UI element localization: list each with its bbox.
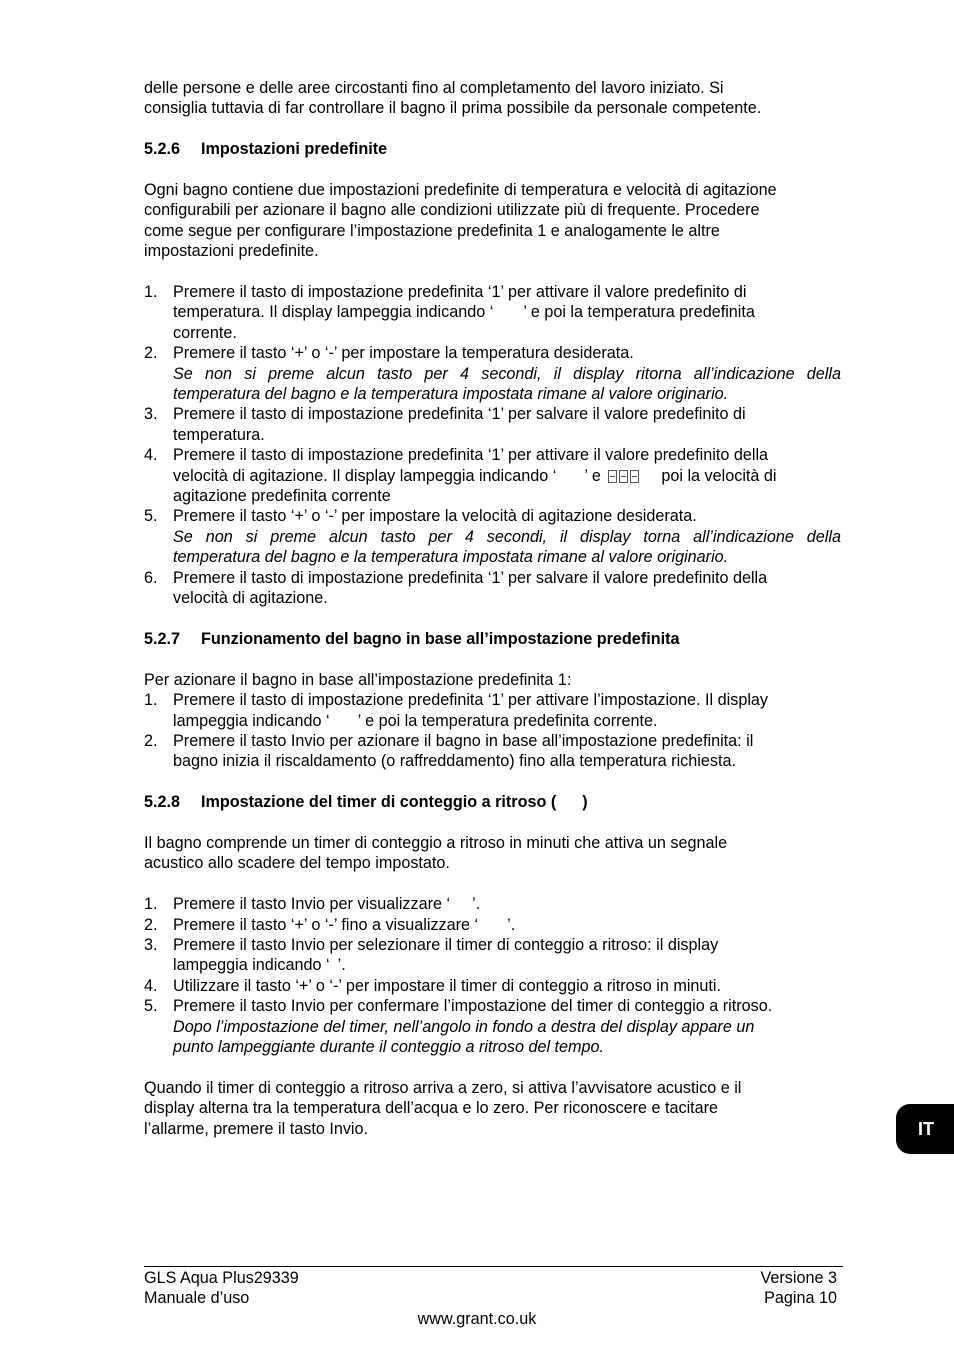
step-number: 5. [144, 507, 158, 526]
list-item [144, 976, 841, 996]
step-text: Premere il tasto Invio per visualizzare ‘ [173, 895, 451, 914]
step-line: Premere il tasto di impostazione predefinita ‘1’ per attivare il valore predefinito della [173, 446, 769, 465]
step-note: temperatura del bagno e la temperatura impostata rimane al valore originario. [173, 385, 729, 404]
step-number: 2. [144, 344, 158, 363]
section-title: Impostazione del timer di conteggio a ritroso ( [201, 793, 557, 812]
section-title: Funzionamento del bagno in base all’impostazione predefinita [201, 629, 680, 648]
step-line: Premere il tasto di impostazione predefinita ‘1’ per salvare il valore predefinito di [173, 405, 746, 424]
step-text: ’. [472, 895, 481, 914]
step-line: Utilizzare il tasto ‘+’ o ‘-’ per impostare il timer di conteggio a ritroso in minuti. [173, 976, 722, 995]
paragraph-line: acustico allo scadere del tempo impostato. [144, 854, 450, 873]
step-number: 5. [144, 997, 158, 1016]
step-text: lampeggia indicando ‘ [173, 711, 330, 730]
step-number: 3. [144, 405, 158, 424]
step-text: temperatura. Il display lampeggia indicando ‘ [173, 303, 494, 322]
step-line: Premere il tasto Invio per azionare il bagno in base all’impostazione predefinita: il [173, 731, 754, 750]
step-number: 2. [144, 915, 158, 934]
step-line [173, 466, 841, 486]
step-text: ’ e [584, 466, 601, 485]
step-number: 4. [144, 446, 158, 465]
step-line: Premere il tasto di impostazione predefinita ‘1’ per attivare l’impostazione. Il display [173, 691, 769, 710]
step-line: Premere il tasto di impostazione predefinita ‘1’ per salvare il valore predefinito della [173, 568, 768, 587]
paragraph-line: come segue per configurare l’impostazione predefinita 1 e analogamente le altre [144, 221, 720, 240]
footer-divider [144, 1266, 843, 1267]
step-line [173, 915, 841, 935]
paragraph-line: Per azionare il bagno in base all’impostazione predefinita 1: [144, 670, 572, 689]
section-number: 5.2.8 [144, 793, 181, 812]
step-line [173, 955, 841, 975]
section-title: Impostazioni predefinite [201, 140, 388, 159]
step-text: lampeggia indicando ‘ [173, 956, 330, 975]
list-item [144, 506, 841, 567]
timer-steps-list [144, 894, 841, 1057]
step-line: Premere il tasto Invio per confermare l’impostazione del timer di conteggio a ritroso. [173, 997, 773, 1016]
footer-product: GLS Aqua Plus29339 [144, 1269, 299, 1287]
footer-url: www.grant.co.uk [417, 1310, 537, 1328]
step-line: velocità di agitazione. [173, 589, 328, 608]
step-number: 1. [144, 283, 158, 302]
section-5-2-8-heading [144, 792, 841, 812]
step-text: ’. [507, 915, 516, 934]
lcd-digits-icon [605, 469, 639, 483]
step-number: 2. [144, 731, 158, 750]
footer-manual: Manuale d’uso [144, 1289, 250, 1308]
step-line: Premere il tasto ‘+’ o ‘-’ per impostare la velocità di agitazione desiderata. [173, 507, 697, 526]
step-line: agitazione predefinita corrente [173, 487, 391, 506]
step-text: ’ e poi la temperatura predefinita [523, 303, 755, 322]
list-item [144, 690, 841, 731]
footer-left [144, 1268, 299, 1309]
paragraph-line: impostazioni predefinite. [144, 242, 319, 261]
step-text: Premere il tasto ‘+’ o ‘-’ fino a visualizzare ‘ [173, 915, 479, 934]
step-number: 6. [144, 568, 158, 587]
step-number: 3. [144, 935, 158, 954]
list-item [144, 894, 841, 914]
step-line: corrente. [173, 323, 237, 342]
language-tab: IT [896, 1104, 954, 1154]
footer-right [761, 1268, 838, 1309]
list-item [144, 935, 841, 976]
intro-line-1: delle persone e delle aree circostanti fino al completamento del lavoro iniziato. Si [144, 79, 724, 97]
step-number: 4. [144, 976, 158, 995]
step-note: Dopo l’impostazione del timer, nell’angolo in fondo a destra del display appare un [173, 1017, 755, 1036]
footer-page-number: Pagina 10 [764, 1289, 837, 1308]
section-number: 5.2.6 [144, 140, 181, 159]
step-line [173, 894, 841, 914]
step-line: Premere il tasto Invio per selezionare il timer di conteggio a ritroso: il display [173, 935, 719, 954]
section-number: 5.2.7 [144, 629, 181, 648]
preset-operation-steps-list [144, 690, 841, 772]
intro-line-2: consiglia tuttavia di far controllare il bagno il prima possibile da personale competente. [144, 99, 762, 118]
list-item [144, 996, 841, 1057]
step-line: temperatura. [173, 425, 265, 444]
step-text: poi la velocità di [661, 466, 777, 485]
list-item [144, 282, 841, 343]
step-text: velocità di agitazione. Il display lampeggia indicando ‘ [173, 466, 557, 485]
paragraph-line: display alterna tra la temperatura dell’acqua e lo zero. Per riconoscere e tacitare [144, 1099, 719, 1118]
step-line: Premere il tasto di impostazione predefinita ‘1’ per attivare il valore predefinito di [173, 283, 747, 302]
step-number: 1. [144, 895, 158, 914]
step-note: Se non si preme alcun tasto per 4 secondi, il display ritorna all’indicazione della [173, 364, 841, 383]
list-item [144, 445, 841, 506]
list-item [144, 731, 841, 772]
step-text: ’ e poi la temperatura predefinita corrente. [357, 711, 658, 730]
step-line: Premere il tasto ‘+’ o ‘-’ per impostare la temperatura desiderata. [173, 344, 634, 363]
list-item [144, 568, 841, 609]
paragraph-line: Ogni bagno contiene due impostazioni predefinite di temperatura e velocità di agitazione [144, 181, 777, 199]
section-title-end: ) [582, 793, 588, 812]
step-note: Se non si preme alcun tasto per 4 secondi, il display torna all’indicazione della [173, 527, 841, 546]
step-text: ’. [337, 956, 346, 975]
section-5-2-7-heading [144, 629, 841, 649]
footer-version: Versione 3 [760, 1269, 837, 1287]
step-number: 1. [144, 691, 158, 710]
step-note: punto lampeggiante durante il conteggio a ritroso del tempo. [173, 1037, 605, 1056]
paragraph-line: l’allarme, premere il tasto Invio. [144, 1119, 369, 1138]
paragraph-line: Il bagno comprende un timer di conteggio a ritroso in minuti che attiva un segnale [144, 833, 728, 852]
page-content [144, 78, 841, 1139]
preset-steps-list [144, 282, 841, 609]
step-note: temperatura del bagno e la temperatura impostata rimane al valore originario. [173, 548, 729, 567]
step-line [173, 302, 841, 322]
step-line: bagno inizia il riscaldamento (o raffreddamento) fino alla temperatura richiesta. [173, 752, 736, 771]
step-line [173, 711, 841, 731]
list-item [144, 343, 841, 404]
paragraph-line: configurabili per azionare il bagno alle condizioni utilizzate più di frequente. Procedere [144, 201, 760, 220]
list-item [144, 404, 841, 445]
paragraph-line: Quando il timer di conteggio a ritroso arriva a zero, si attiva l’avvisatore acustico e il [144, 1078, 742, 1097]
section-5-2-6-heading [144, 139, 841, 159]
list-item [144, 915, 841, 935]
